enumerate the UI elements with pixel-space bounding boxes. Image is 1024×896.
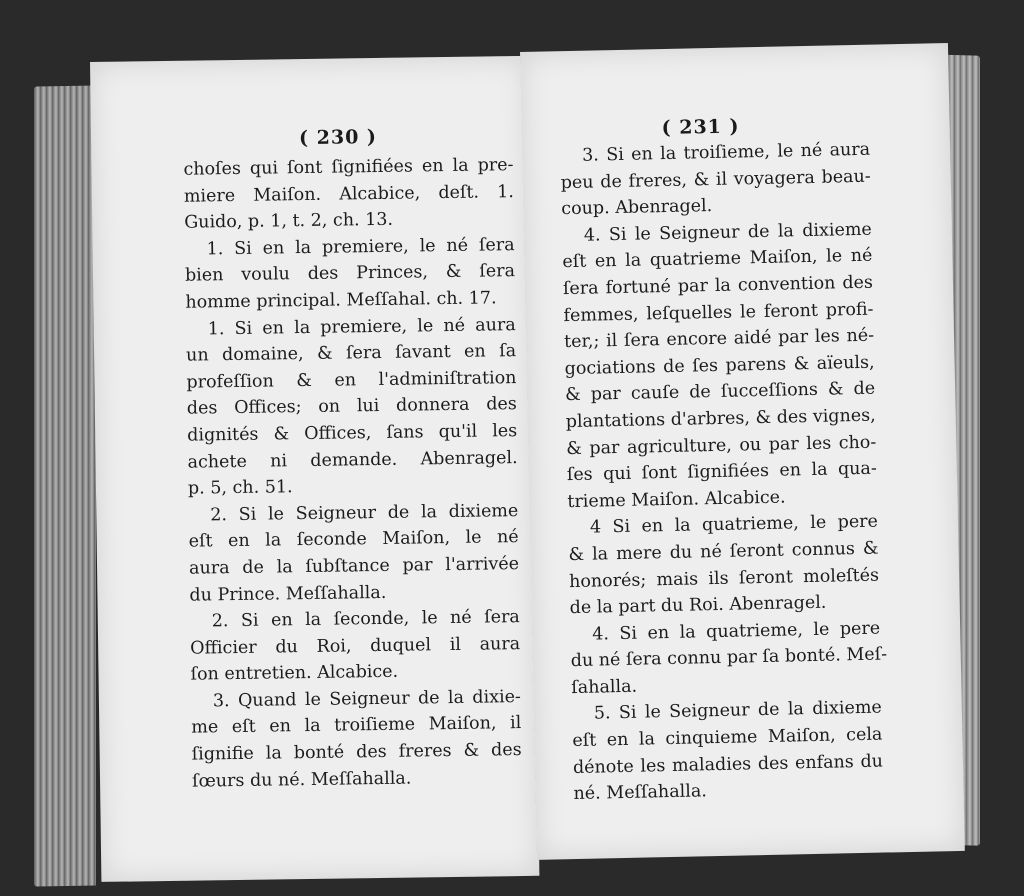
text-line: 2. Si en la ſeconde, le né ſera [211,607,520,632]
left-page [90,56,539,882]
text-line: Guido, p. 1, t. 2, ch. 13. [184,209,394,233]
text-line: trieme Maiſon. Alcabice. [567,487,786,512]
text-line: miere Maiſon. Alcabice, deſt. 1. [183,181,514,207]
page-number-right: ( 231 ) [661,115,740,140]
text-line: eſt en la ſeconde Maiſon, le né [188,527,519,552]
text-line: né. Meſſahalla. [573,781,708,805]
text-line: profeſſion & en l'adminiſtration [186,367,517,393]
right-page-text [560,137,888,808]
left-page-edges [34,85,96,886]
text-line: ſœurs du né. Meſſahalla. [191,768,412,792]
text-line: 3. Quand le Seigneur de la dixie- [212,686,522,712]
left-page-text [183,152,522,795]
text-line: bien voulu des Princes, & ſera [184,261,516,287]
text-line: 1. Si en la premiere, le né ſera [206,234,515,260]
text-line: des Offices; on lui donnera des [186,394,517,420]
text-line: un domaine, & ſera ſavant en ſa [185,341,517,366]
text-line: ſahalla. [571,676,638,698]
text-line: ſignifie la bonté des freres & des [191,740,522,765]
text-line: Officier du Roi, duquel il aura [190,633,521,659]
text-line: choſes qui ſont ſignifiées en la pre- [183,155,514,180]
text-line: 3. Si en la troiſieme, le né aura [581,139,871,166]
text-line: homme principal. Meſſahal. ch. 17. [185,288,497,313]
text-line: ſon entretien. Alcabice. [190,662,399,685]
text-line: 4 Si en la quatrieme, le pere [589,511,879,538]
page-number-left: ( 230 ) [298,126,378,150]
text-line: ſera fortuné par la convention des [562,272,874,300]
text-line: dignités & Offices, ſans qu'il les [187,421,518,446]
text-line: p. 5, ch. 51. [187,477,293,499]
text-line: ter,; il ſera encore aidé par les né- [563,325,875,353]
text-line: 1. Si en la premiere, le né aura [207,314,516,339]
text-line: eſt en la cinquieme Maiſon, cela [572,724,883,752]
text-line: de la part du Roi. Abenragel. [569,592,827,619]
text-line: & la mere du né ſeront connus & [568,538,879,565]
text-line: honorés; mais ils ſeront moleſtés [568,565,880,592]
text-line: achete ni demande. Abenragel. [187,447,518,473]
text-line: me eſt en la troiſieme Maiſon, il [191,713,522,739]
text-line: peu de freres, & il voyagera beau- [560,166,871,193]
text-line: 4. Si le Seigneur de la dixieme [583,219,873,246]
text-line: 4. Si en la quatrieme, le pere [592,618,881,645]
text-line: plantations d'arbres, & des vignes, [565,405,876,433]
text-line: 2. Si le Seigneur de la dixieme [210,500,519,526]
right-page [520,43,965,860]
text-line: coup. Abenragel. [561,196,713,220]
text-line: du Prince. Meſſahalla. [189,582,387,606]
text-line: & par agriculture, ou par les cho- [566,432,877,459]
text-line: eſt en la quatrieme Maiſon, le né [562,246,873,273]
text-line: dénote les maladies des enfans du [572,751,884,778]
text-line: femmes, leſquelles le feront profi- [563,299,874,326]
text-line: ſes qui ſont ſignifiées en la qua- [566,458,878,486]
text-line: & par cauſe de ſucceſſions & de [564,378,876,406]
text-line: aura de la ſubſtance par l'arrivée [188,553,520,579]
text-line: gociations de ſes parens & aïeuls, [564,352,875,379]
text-line: du né ſera connu par ſa bonté. Meſ- [570,644,888,672]
text-line: 5. Si le Seigneur de la dixieme [593,698,883,725]
